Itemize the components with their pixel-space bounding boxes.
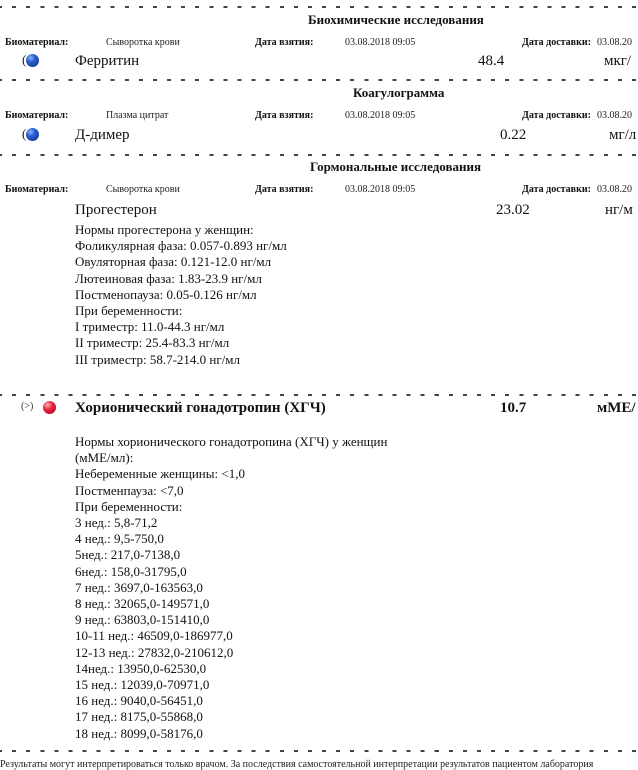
note-line: (мМЕ/мл):: [75, 450, 134, 466]
note-line: Овуляторная фаза: 0.121-12.0 нг/мл: [75, 254, 272, 270]
test-name: Ферритин: [75, 53, 140, 69]
test-value: 23.02: [496, 202, 530, 218]
date-delivered-label: Дата доставки:: [522, 37, 591, 48]
status-prefix: (: [22, 126, 27, 141]
test-unit: мМЕ/: [597, 400, 636, 416]
status-prefix: (>): [21, 401, 34, 412]
note-line: 4 нед.: 9,5-750,0: [75, 531, 164, 547]
biomaterial-label: Биоматериал:: [5, 37, 69, 48]
red-ball-icon: [43, 401, 56, 414]
note-line: I триместр: 11.0-44.3 нг/мл: [75, 319, 225, 335]
date-delivered-value: 03.08.20: [597, 37, 632, 48]
date-delivered-label: Дата доставки:: [522, 110, 591, 121]
date-taken-value: 03.08.2018 09:05: [345, 37, 416, 48]
test-unit: нг/м: [605, 202, 633, 218]
note-line: 5нед.: 217,0-7138,0: [75, 547, 181, 563]
test-name: Хорионический гонадотропин (ХГЧ): [75, 400, 326, 416]
note-line: Лютеиновая фаза: 1.83-23.9 нг/мл: [75, 270, 262, 286]
note-line: 12-13 нед.: 27832,0-210612,0: [75, 644, 234, 660]
note-line: 16 нед.: 9040,0-56451,0: [75, 693, 203, 709]
note-line: 10-11 нед.: 46509,0-186977,0: [75, 628, 233, 644]
date-delivered-value: 03.08.20: [597, 184, 632, 195]
test-name: Д-димер: [75, 127, 130, 143]
separator: [0, 394, 638, 396]
note-line: Постменопауза: 0.05-0.126 нг/мл: [75, 286, 257, 302]
biomaterial-value: Сыворотка крови: [106, 37, 180, 48]
test-value: 0.22: [500, 127, 527, 143]
test-unit: мг/л: [609, 127, 637, 143]
note-line: При беременности:: [75, 303, 183, 319]
note-line: Фоликулярная фаза: 0.057-0.893 нг/мл: [75, 238, 287, 254]
section-title: Коагулограмма: [353, 85, 445, 100]
footer-disclaimer: Результаты могут интерпретироваться только врачом. За последствия самостоятельной интерпретации результатов пациентом лаборатория: [0, 759, 594, 770]
biomaterial-value: Плазма цитрат: [106, 110, 169, 121]
note-line: 18 нед.: 8099,0-58176,0: [75, 725, 203, 741]
note-line: II триместр: 25.4-83.3 нг/мл: [75, 335, 230, 351]
note-line: 8 нед.: 32065,0-149571,0: [75, 596, 210, 612]
test-value: 48.4: [478, 53, 505, 69]
test-unit: мкг/: [604, 53, 632, 69]
date-taken-value: 03.08.2018 09:05: [345, 184, 416, 195]
note-line: 6нед.: 158,0-31795,0: [75, 563, 187, 579]
date-taken-label: Дата взятия:: [255, 110, 314, 121]
blue-ball-icon: [26, 54, 39, 67]
date-delivered-value: 03.08.20: [597, 110, 632, 121]
note-line: Постменпауза: <7,0: [75, 482, 184, 498]
note-line: III триместр: 58.7-214.0 нг/мл: [75, 351, 241, 367]
reference-notes: [75, 434, 387, 742]
separator: [0, 6, 638, 8]
date-taken-label: Дата взятия:: [255, 184, 314, 195]
biomaterial-label: Биоматериал:: [5, 184, 69, 195]
separator: [0, 79, 638, 81]
note-line: Небеременные женщины: <1,0: [75, 466, 245, 482]
reference-notes: [75, 222, 287, 368]
blue-ball-icon: [26, 128, 39, 141]
test-name: Прогестерон: [75, 202, 157, 218]
note-line: 9 нед.: 63803,0-151410,0: [75, 612, 210, 628]
biomaterial-value: Сыворотка крови: [106, 184, 180, 195]
status-prefix: (: [22, 52, 27, 67]
note-line: 14нед.: 13950,0-62530,0: [75, 660, 207, 676]
note-line: При беременности:: [75, 498, 183, 514]
date-delivered-label: Дата доставки:: [522, 184, 591, 195]
note-line: 7 нед.: 3697,0-163563,0: [75, 579, 203, 595]
note-line: 15 нед.: 12039,0-70971,0: [75, 677, 210, 693]
note-line: 17 нед.: 8175,0-55868,0: [75, 709, 203, 725]
section-title: Гормональные исследования: [310, 159, 481, 174]
separator: [0, 154, 638, 156]
note-line: Нормы прогестерона у женщин:: [75, 222, 254, 237]
note-line: Нормы хорионического гонадотропина (ХГЧ) у женщин: [75, 434, 388, 449]
section-title: Биохимические исследования: [308, 12, 484, 27]
date-taken-value: 03.08.2018 09:05: [345, 110, 416, 121]
note-line: 3 нед.: 5,8-71,2: [75, 515, 158, 531]
test-value: 10.7: [500, 400, 527, 416]
biomaterial-label: Биоматериал:: [5, 110, 69, 121]
separator: [0, 750, 638, 752]
date-taken-label: Дата взятия:: [255, 37, 314, 48]
